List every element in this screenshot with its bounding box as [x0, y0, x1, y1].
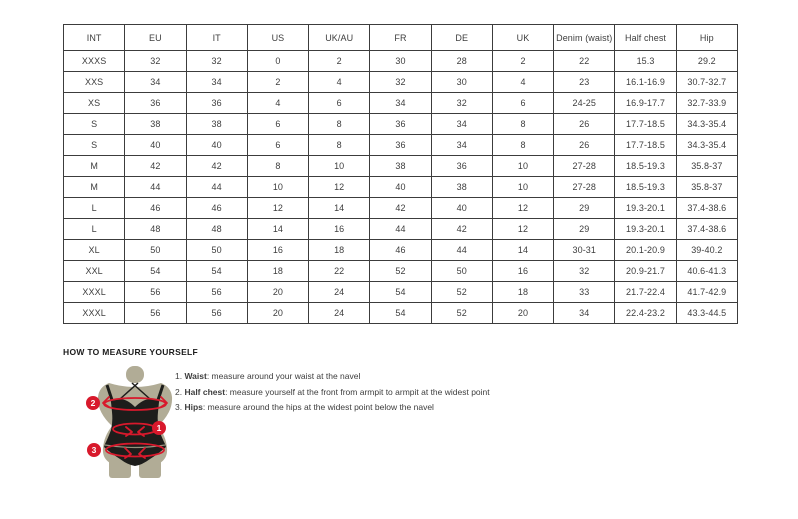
size-value-cell: 35.8-37	[676, 156, 737, 177]
size-value-cell: 30-31	[554, 240, 615, 261]
badge-hips-number: 3	[91, 445, 97, 455]
step-term: Half chest	[184, 386, 226, 397]
size-value-cell: 46	[186, 198, 247, 219]
size-value-cell: 40	[431, 198, 492, 219]
column-header: US	[247, 25, 308, 51]
size-table-body	[64, 51, 738, 324]
size-value-cell: 16.9-17.7	[615, 93, 676, 114]
size-value-cell: 29.2	[676, 51, 737, 72]
table-row	[64, 240, 738, 261]
size-value-cell: 10	[309, 156, 370, 177]
size-value-cell: 54	[370, 303, 431, 324]
size-conversion-table	[63, 24, 738, 324]
column-header: Half chest	[615, 25, 676, 51]
size-value-cell: 44	[431, 240, 492, 261]
step-number: 2.	[175, 386, 185, 397]
size-value-cell: 22	[309, 261, 370, 282]
size-value-cell: 40	[370, 177, 431, 198]
step-number: 1.	[175, 371, 185, 381]
size-value-cell: 27-28	[554, 177, 615, 198]
size-value-cell: 19.3-20.1	[615, 219, 676, 240]
badge-half-chest-number: 2	[90, 398, 96, 408]
size-value-cell: 16	[309, 219, 370, 240]
column-header: FR	[370, 25, 431, 51]
size-value-cell: 28	[431, 51, 492, 72]
size-value-cell: 42	[370, 198, 431, 219]
table-row	[64, 114, 738, 135]
size-value-cell: 22.4-23.2	[615, 303, 676, 324]
size-value-cell: 24	[309, 282, 370, 303]
step-term: Waist	[184, 371, 207, 381]
column-header: INT	[64, 25, 125, 51]
size-value-cell: 12	[492, 219, 553, 240]
size-value-cell: 36	[186, 93, 247, 114]
size-value-cell: 34	[370, 93, 431, 114]
size-value-cell: 20	[247, 282, 308, 303]
badge-waist-number: 1	[156, 423, 162, 433]
size-label-cell: XS	[64, 93, 125, 114]
size-label-cell: XXXS	[64, 51, 125, 72]
column-header: Denim (waist)	[554, 25, 615, 51]
size-value-cell: 36	[125, 93, 186, 114]
size-value-cell: 17.7-18.5	[615, 135, 676, 156]
size-value-cell: 12	[247, 198, 308, 219]
size-label-cell: XXS	[64, 72, 125, 93]
size-value-cell: 32	[431, 93, 492, 114]
size-value-cell: 40	[125, 135, 186, 156]
size-value-cell: 37.4-38.6	[676, 198, 737, 219]
size-label-cell: XXXL	[64, 303, 125, 324]
table-row	[64, 156, 738, 177]
table-row	[64, 93, 738, 114]
size-value-cell: 20	[492, 303, 553, 324]
table-row	[64, 51, 738, 72]
size-table-header	[64, 25, 738, 51]
size-value-cell: 18	[309, 240, 370, 261]
size-value-cell: 44	[370, 219, 431, 240]
size-value-cell: 8	[492, 135, 553, 156]
size-value-cell: 32	[125, 51, 186, 72]
size-value-cell: 54	[186, 261, 247, 282]
size-value-cell: 16	[492, 261, 553, 282]
size-label-cell: L	[64, 219, 125, 240]
size-value-cell: 39-40.2	[676, 240, 737, 261]
size-value-cell: 20.1-20.9	[615, 240, 676, 261]
size-value-cell: 2	[309, 51, 370, 72]
measurement-figure-illustration	[78, 366, 178, 481]
size-value-cell: 29	[554, 219, 615, 240]
size-value-cell: 33	[554, 282, 615, 303]
size-value-cell: 16.1-16.9	[615, 72, 676, 93]
size-label-cell: M	[64, 177, 125, 198]
size-value-cell: 32	[554, 261, 615, 282]
header-row	[64, 25, 738, 51]
size-value-cell: 56	[186, 282, 247, 303]
step-description: : measure around the hips at the widest point below the navel	[202, 402, 434, 412]
size-value-cell: 0	[247, 51, 308, 72]
size-value-cell: 15.3	[615, 51, 676, 72]
size-value-cell: 12	[492, 198, 553, 219]
table-row	[64, 198, 738, 219]
size-value-cell: 52	[370, 261, 431, 282]
size-value-cell: 41.7-42.9	[676, 282, 737, 303]
size-value-cell: 12	[309, 177, 370, 198]
table-row	[64, 219, 738, 240]
column-header: DE	[431, 25, 492, 51]
size-value-cell: 8	[309, 135, 370, 156]
size-value-cell: 34	[431, 135, 492, 156]
size-value-cell: 38	[370, 156, 431, 177]
size-value-cell: 24-25	[554, 93, 615, 114]
size-value-cell: 19.3-20.1	[615, 198, 676, 219]
table-row	[64, 261, 738, 282]
size-label-cell: S	[64, 135, 125, 156]
size-value-cell: 6	[309, 93, 370, 114]
size-value-cell: 56	[125, 282, 186, 303]
table-row	[64, 303, 738, 324]
measure-step	[175, 388, 490, 398]
size-value-cell: 17.7-18.5	[615, 114, 676, 135]
size-value-cell: 40.6-41.3	[676, 261, 737, 282]
step-description: : measure around your waist at the navel	[206, 371, 361, 381]
size-value-cell: 20	[247, 303, 308, 324]
size-value-cell: 14	[492, 240, 553, 261]
size-value-cell: 54	[370, 282, 431, 303]
size-value-cell: 50	[186, 240, 247, 261]
size-value-cell: 30	[370, 51, 431, 72]
size-value-cell: 6	[247, 135, 308, 156]
size-value-cell: 10	[247, 177, 308, 198]
how-to-measure-title: HOW TO MEASURE YOURSELF	[63, 347, 199, 357]
measure-step	[175, 372, 490, 382]
size-value-cell: 8	[247, 156, 308, 177]
size-value-cell: 52	[431, 282, 492, 303]
size-value-cell: 18	[492, 282, 553, 303]
size-value-cell: 48	[125, 219, 186, 240]
size-value-cell: 35.8-37	[676, 177, 737, 198]
size-label-cell: L	[64, 198, 125, 219]
size-value-cell: 20.9-21.7	[615, 261, 676, 282]
size-value-cell: 27-28	[554, 156, 615, 177]
table-row	[64, 135, 738, 156]
size-value-cell: 32	[370, 72, 431, 93]
size-value-cell: 36	[370, 114, 431, 135]
size-value-cell: 21.7-22.4	[615, 282, 676, 303]
column-header: Hip	[676, 25, 737, 51]
size-value-cell: 46	[370, 240, 431, 261]
size-value-cell: 22	[554, 51, 615, 72]
size-label-cell: XXL	[64, 261, 125, 282]
size-value-cell: 18.5-19.3	[615, 156, 676, 177]
size-value-cell: 42	[125, 156, 186, 177]
size-value-cell: 10	[492, 156, 553, 177]
size-value-cell: 14	[309, 198, 370, 219]
step-description: : measure yourself at the front from armpit to armpit at the widest point	[225, 386, 490, 397]
size-value-cell: 18	[247, 261, 308, 282]
size-value-cell: 32	[186, 51, 247, 72]
size-value-cell: 26	[554, 135, 615, 156]
size-value-cell: 50	[125, 240, 186, 261]
size-label-cell: S	[64, 114, 125, 135]
size-value-cell: 52	[431, 303, 492, 324]
size-value-cell: 36	[431, 156, 492, 177]
size-value-cell: 6	[247, 114, 308, 135]
size-value-cell: 34	[125, 72, 186, 93]
size-value-cell: 24	[309, 303, 370, 324]
size-label-cell: M	[64, 156, 125, 177]
table-row	[64, 177, 738, 198]
size-value-cell: 18.5-19.3	[615, 177, 676, 198]
size-value-cell: 38	[431, 177, 492, 198]
measure-step	[175, 403, 490, 413]
size-value-cell: 23	[554, 72, 615, 93]
size-value-cell: 8	[492, 114, 553, 135]
size-value-cell: 34	[554, 303, 615, 324]
size-value-cell: 8	[309, 114, 370, 135]
size-value-cell: 36	[370, 135, 431, 156]
size-value-cell: 48	[186, 219, 247, 240]
size-value-cell: 34.3-35.4	[676, 135, 737, 156]
step-term: Hips	[184, 402, 203, 412]
size-value-cell: 2	[492, 51, 553, 72]
size-value-cell: 34	[186, 72, 247, 93]
step-number: 3.	[175, 402, 185, 412]
column-header: UK/AU	[309, 25, 370, 51]
size-value-cell: 38	[186, 114, 247, 135]
size-value-cell: 38	[125, 114, 186, 135]
size-value-cell: 16	[247, 240, 308, 261]
size-value-cell: 30.7-32.7	[676, 72, 737, 93]
size-value-cell: 42	[431, 219, 492, 240]
size-value-cell: 4	[247, 93, 308, 114]
size-value-cell: 2	[247, 72, 308, 93]
size-value-cell: 30	[431, 72, 492, 93]
column-header: IT	[186, 25, 247, 51]
column-header: UK	[492, 25, 553, 51]
size-value-cell: 14	[247, 219, 308, 240]
size-value-cell: 34	[431, 114, 492, 135]
size-value-cell: 42	[186, 156, 247, 177]
table-row	[64, 72, 738, 93]
size-value-cell: 54	[125, 261, 186, 282]
size-value-cell: 26	[554, 114, 615, 135]
size-value-cell: 50	[431, 261, 492, 282]
measure-steps-list	[175, 372, 490, 419]
size-value-cell: 32.7-33.9	[676, 93, 737, 114]
column-header: EU	[125, 25, 186, 51]
size-value-cell: 6	[492, 93, 553, 114]
size-value-cell: 10	[492, 177, 553, 198]
size-value-cell: 44	[186, 177, 247, 198]
size-value-cell: 40	[186, 135, 247, 156]
size-label-cell: XL	[64, 240, 125, 261]
size-value-cell: 56	[186, 303, 247, 324]
size-value-cell: 44	[125, 177, 186, 198]
size-value-cell: 46	[125, 198, 186, 219]
size-value-cell: 4	[492, 72, 553, 93]
size-value-cell: 34.3-35.4	[676, 114, 737, 135]
size-value-cell: 37.4-38.6	[676, 219, 737, 240]
size-value-cell: 4	[309, 72, 370, 93]
size-label-cell: XXXL	[64, 282, 125, 303]
size-value-cell: 29	[554, 198, 615, 219]
table-row	[64, 282, 738, 303]
size-value-cell: 43.3-44.5	[676, 303, 737, 324]
size-value-cell: 56	[125, 303, 186, 324]
